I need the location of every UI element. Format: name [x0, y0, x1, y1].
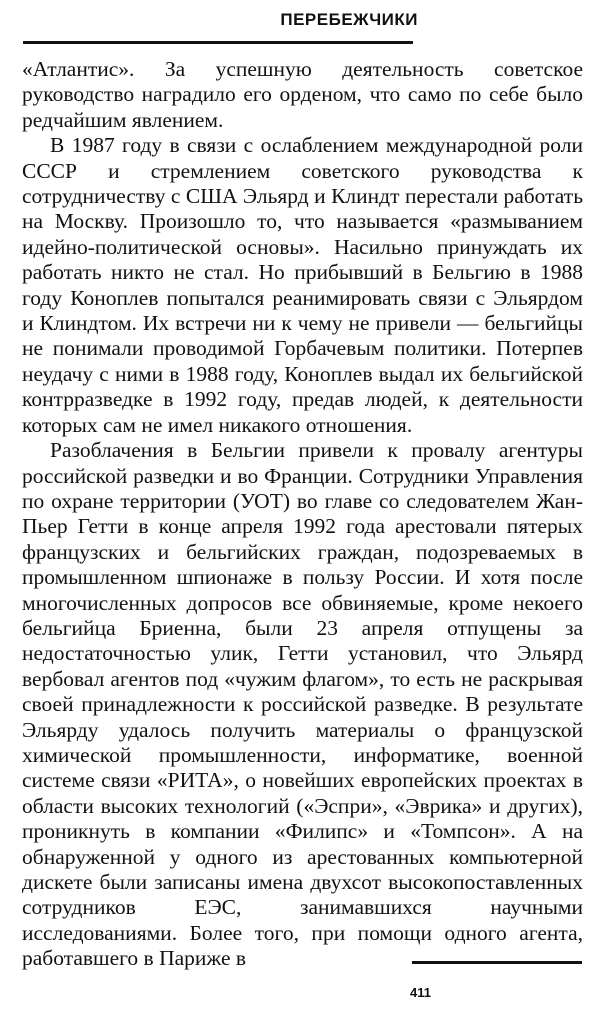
paragraph: Разоблачения в Бельгии привели к провалу агентуры российской разведки и во Франции. Сотрудники Управления по охране территории (УОТ) во главе со следователем Жан-Пьер Гетти в конце апреля 1992 года арестовали пятерых французских и бельгийских граждан, подозреваемых в промышленном шпионаже в пользу России. И хотя после многочисленных допросов все обвиняемые, кроме некоего бельгийца Бриенна, были 23 апреля отпущены за недостаточностью улик, Гетти установил, что Эльярд вербовал агентов под «чужим флагом», то есть не раскрывая своей принадлежности к российской разведке. В результате Эльярду удалось получить материалы о французской химической промышленности, информатике, военной системе связи «РИТА», о новейших европейских проектах в области высоких технологий («Эспри», «Эврика» и других), проникнуть в компании «Филипс» и «Томпсон». А на обнаруженной у одного из арестованных компьютерной дискете были записаны имена двухсот высокопоставленных сотрудников ЕЭС, занимавшихся научными исследованиями. Более того, при помощи одного агента, работавшего в Париже в	[22, 438, 583, 971]
running-title: ПЕРЕБЕЖЧИКИ	[280, 10, 418, 29]
page-header	[0, 0, 600, 50]
body-text	[22, 57, 583, 972]
paragraph: В 1987 году в связи с ослаблением международной роли СССР и стремлением советского руководства к сотрудничеству с США Эльярд и Клиндт перестали работать на Москву. Произошло то, что называется «размыванием идейно-политической основы». Насильно принуждать их работать никто не стал. Но прибывший в Бельгию в 1988 году Коноплев попытался реанимировать связи с Эльярдом и Клиндтом. Их встречи ни к чему не привели — бельгийцы не понимали проводимой Горбачевым политики. Потерпев неудачу с ними в 1988 году, Коноплев выдал их бельгийской контрразведке в 1992 году, предав людей, к деятельности которых сам не имел никакого отношения.	[22, 133, 583, 437]
footer-rule	[412, 961, 582, 964]
header-rule	[23, 41, 413, 44]
page-number: 411	[410, 985, 431, 1000]
paragraph-continuation: «Атлантис». За успешную деятельность советское руководство наградило его орденом, что само по себе было редчайшим явлением.	[22, 57, 583, 132]
